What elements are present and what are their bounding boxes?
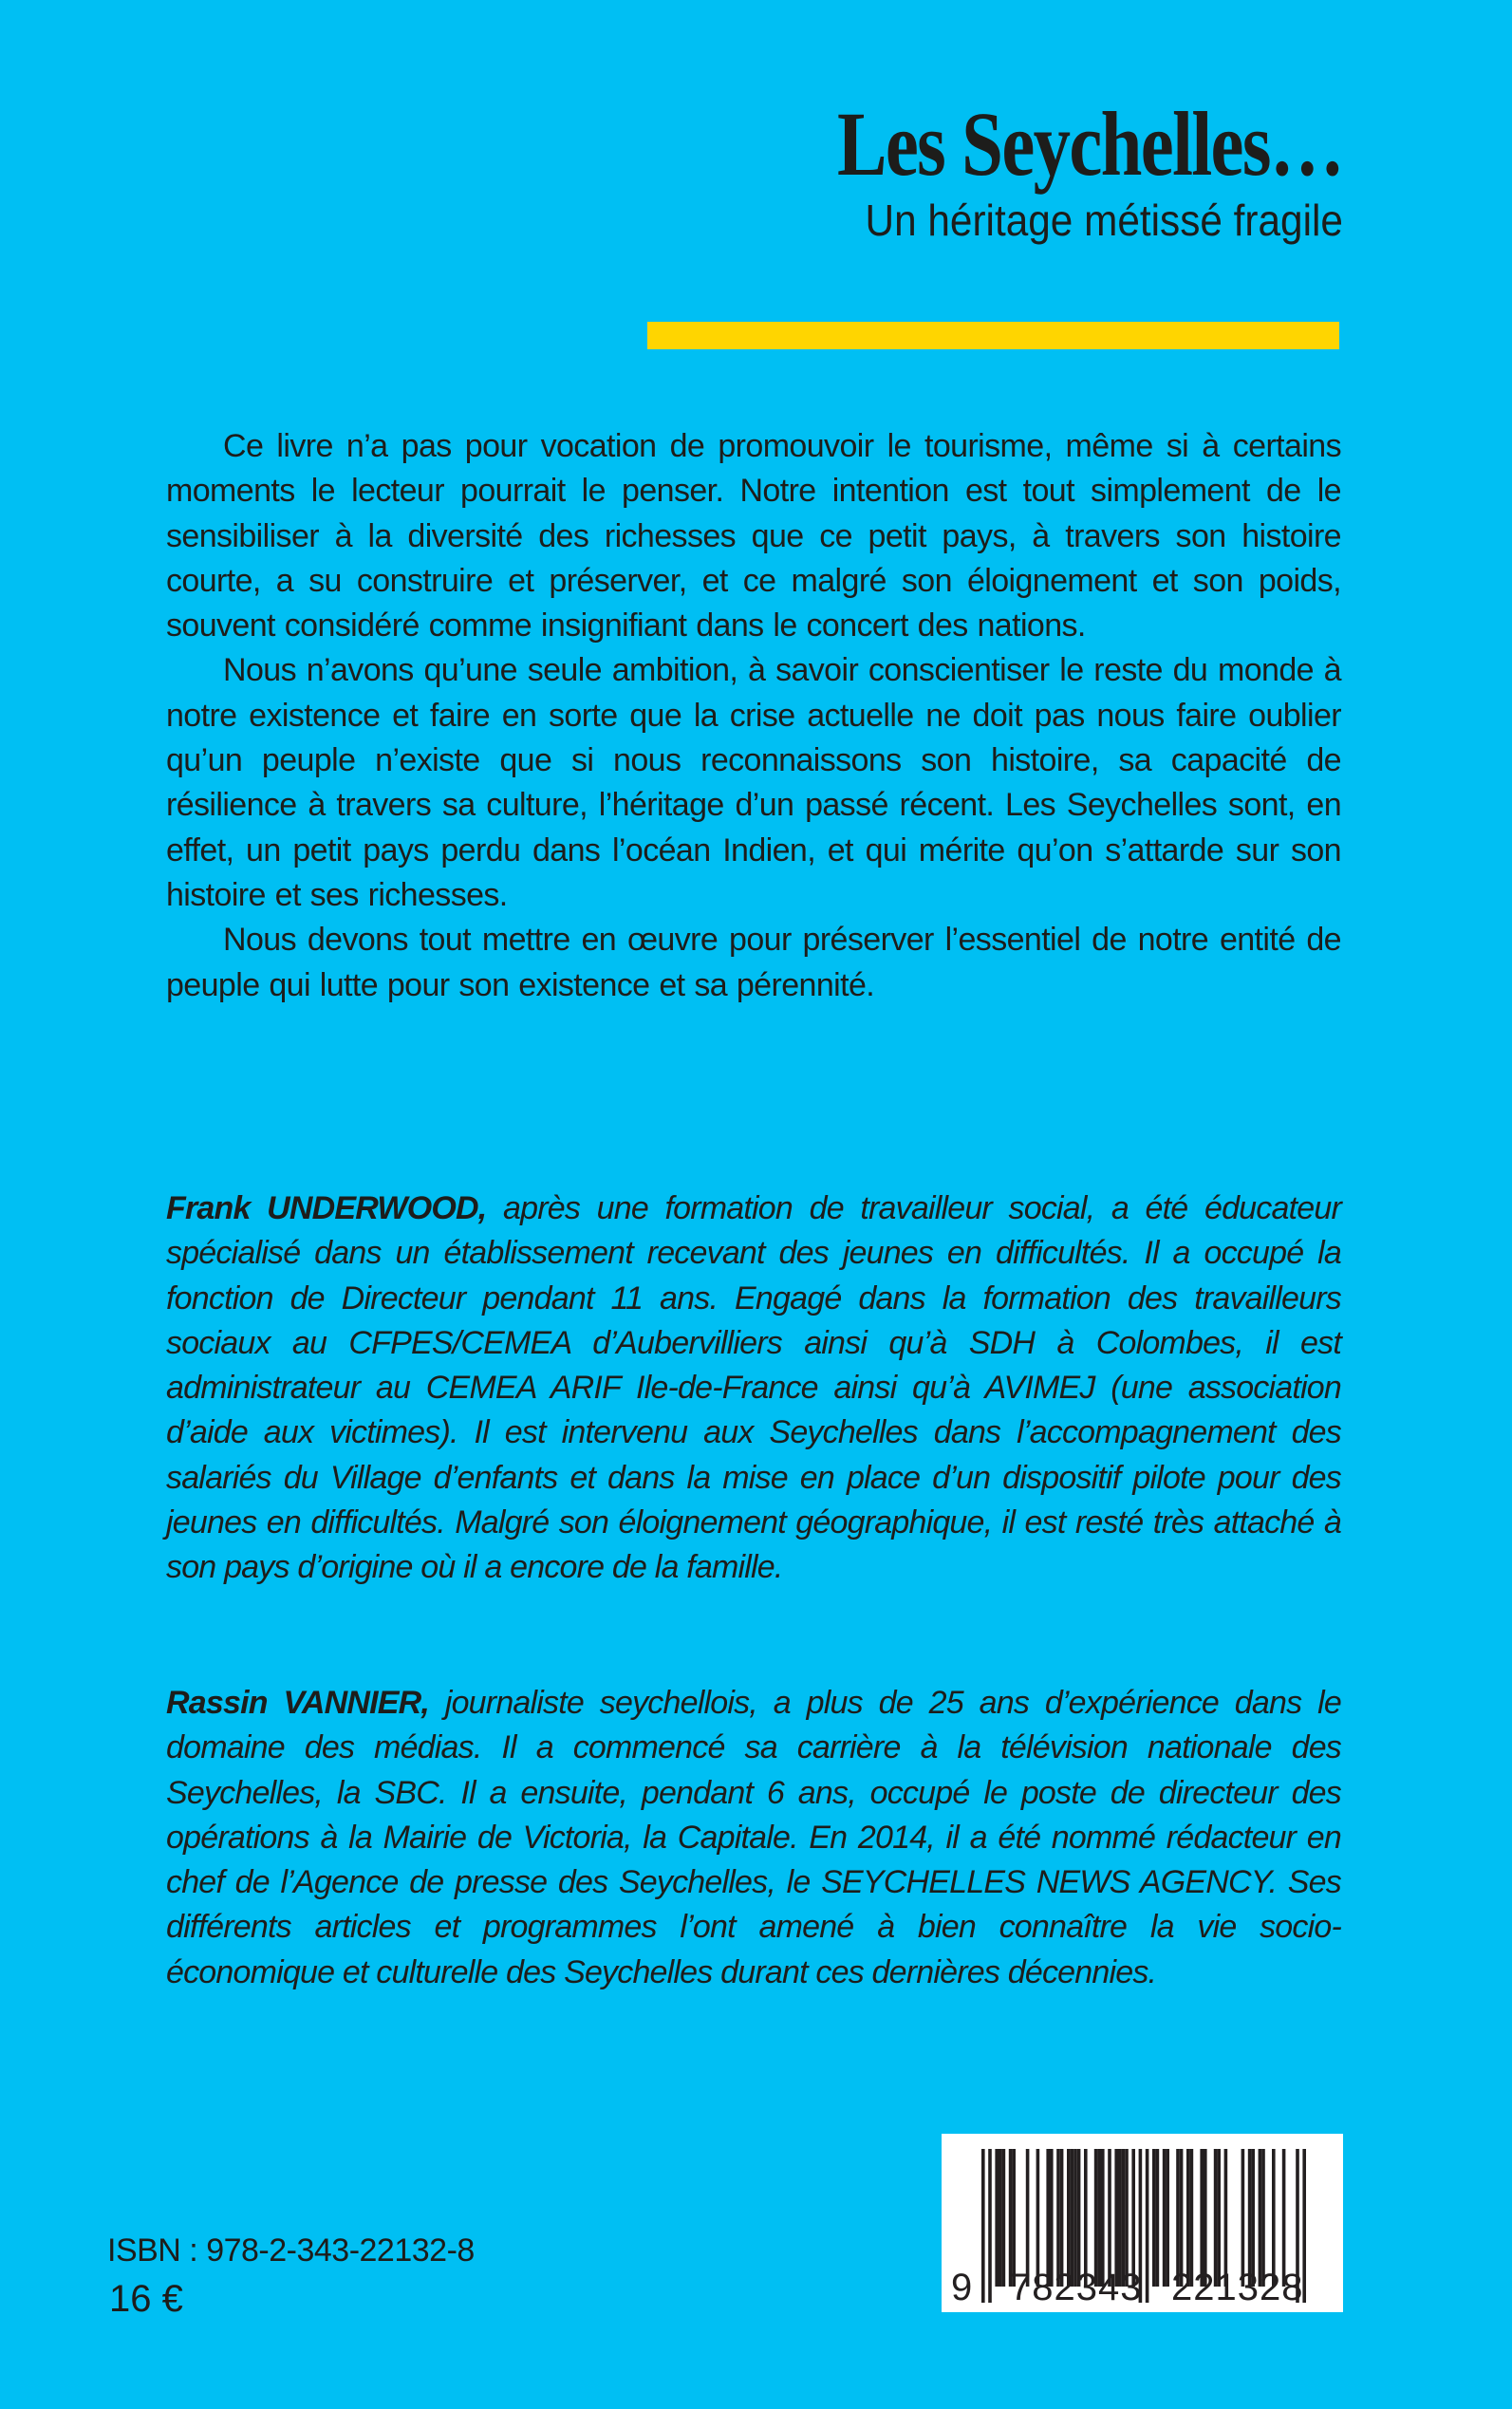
blurb-paragraph: Nous n’avons qu’une seule ambition, à savoir conscientiser le reste du monde à notre existence et faire en sorte que la crise actuelle ne doit pas nous faire oublier qu’un peuple n’existe que si nous reconnaissons son histoire, sa capacité de résilience à travers sa culture, l’héritage d’un passé récent. Les Seychelles sont, en effet, un petit pays perdu dans l’océan Indien, et qui mérite qu’on s’attarde sur son histoire et ses richesses. — [166, 652, 1341, 913]
barcode-guard-bar — [988, 2149, 992, 2303]
barcode-digits-right: 221328 — [1171, 2267, 1304, 2308]
price: 16 € — [109, 2278, 183, 2320]
barcode-digit-first: 9 — [951, 2267, 974, 2308]
barcode-bar — [1152, 2149, 1156, 2287]
barcode — [942, 2134, 1343, 2312]
barcode-bar — [995, 2149, 999, 2287]
yellow-accent-bar — [647, 322, 1339, 349]
barcode-bar — [1156, 2149, 1160, 2287]
barcode-bar — [1166, 2149, 1169, 2287]
barcode-guard-bar — [1146, 2149, 1149, 2303]
title-block — [726, 93, 1343, 245]
isbn: ISBN : 978-2-343-22132-8 — [107, 2232, 475, 2269]
author-name: Rassin VANNIER, — [166, 1685, 430, 1721]
barcode-bar — [999, 2149, 1002, 2287]
blurb-paragraph: Ce livre n’a pas pour vocation de promouvoir le tourisme, même si à certains moments le lecteur pourrait le penser. Notre intention est tout simplement de le sensibiliser à la diversité des richesses que ce petit pays, à travers son histoire courte, a su construire et préserver, et ce malgré son éloignement et son poids, souvent considéré comme insignifiant dans le concert des nations. — [166, 428, 1341, 644]
book-title: Les Seychelles… — [837, 93, 1343, 195]
author-bio-text: journaliste seychellois, a plus de 25 ans d’expérience dans le domaine des médias. Il a commencé sa carrière à la télévision nationale des Seychelles, la SBC. Il a ensuite, pendant 6 ans, occupé le poste de directeur des opérations à la Mairie de Victoria, la Capitale. En 2014, il a été nommé rédacteur en chef de l’Agence de presse des Seychelles, le SEYCHELLES NEWS AGENCY. Ses différents articles et programmes l’ont amené à bien connaître la vie socio-économique et culturelle des Seychelles durant ces dernières décennies. — [166, 1685, 1341, 1990]
author-bio-1 — [166, 1186, 1341, 1591]
author-bio-text: après une formation de travailleur social, a été éducateur spécialisé dans un établissement recevant des jeunes en difficultés. Il a occupé la fonction de Directeur pendant 11 ans. Engagé dans la formation des travailleurs sociaux au CFPES/CEMEA d’Aubervilliers ainsi qu’à SDH à Colombes, il est administrateur au CEMEA ARIF Ile-de-France ainsi qu’à AVIMEJ (une association d’aide aux victimes). Il est intervenu aux Seychelles dans l’accompagnement des salariés du Village d’enfants et dans la mise en place d’un dispositif pilote pour des jeunes en difficultés. Malgré son éloignement géographique, il est resté très attaché à son pays d’origine où il a encore de la famille. — [166, 1190, 1341, 1586]
blurb — [166, 424, 1341, 1008]
author-bio-2 — [166, 1681, 1341, 1995]
barcode-bar — [1163, 2149, 1167, 2287]
blurb-paragraph: Nous devons tout mettre en œuvre pour préserver l’essentiel de notre entité de peuple qui lutte pour son existence et sa pérennité. — [166, 922, 1341, 1003]
barcode-digits-left: 782343 — [1010, 2267, 1143, 2308]
barcode-guard-bar — [981, 2149, 985, 2303]
barcode-bar — [1002, 2149, 1006, 2287]
book-subtitle: Un héritage métissé fragile — [865, 196, 1343, 245]
author-name: Frank UNDERWOOD, — [166, 1190, 487, 1226]
